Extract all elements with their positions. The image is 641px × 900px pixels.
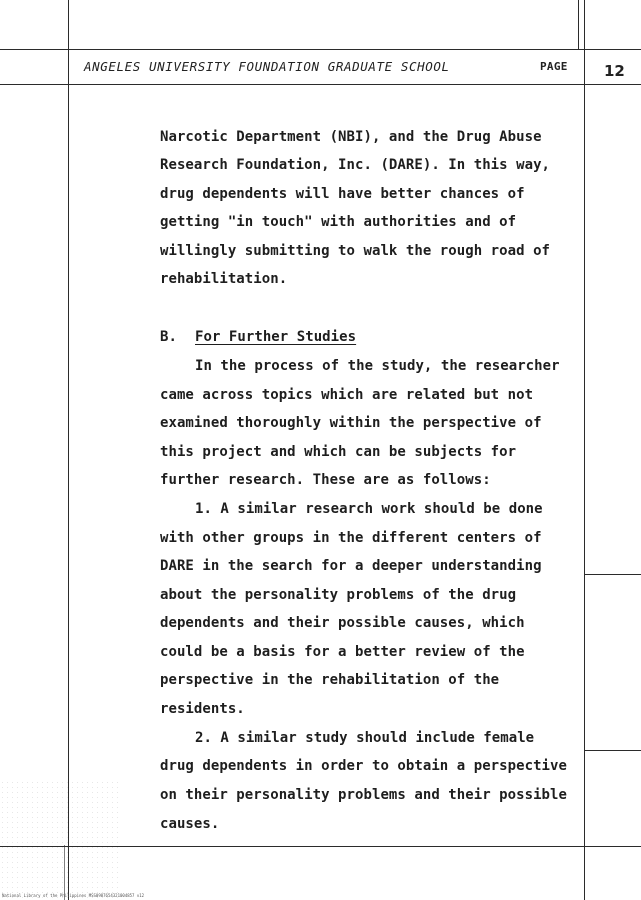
university-title: ANGELES UNIVERSITY FOUNDATION GRADUATE SCHOOL — [84, 59, 450, 74]
text-line: could be a basis for a better review of the — [160, 644, 525, 660]
text-line: drug dependents will have better chances of — [160, 186, 525, 202]
page-number: 12 — [604, 62, 625, 80]
right-margin-rule-top — [578, 0, 579, 50]
text-line: about the personality problems of the drug — [160, 587, 517, 603]
page-label: PAGE — [540, 60, 568, 73]
text-line: willingly submitting to walk the rough road of — [160, 243, 551, 259]
list-item-start: 2. A similar study should include female — [195, 730, 535, 746]
text-line: residents. — [160, 701, 245, 717]
text-line: on their personality problems and their possible — [160, 787, 567, 803]
page-header — [84, 59, 574, 79]
right-tick-rule-lower — [584, 750, 641, 751]
text-line: examined thoroughly within the perspective of — [160, 415, 542, 431]
section-letter: B. — [160, 329, 177, 345]
list-item-start: 1. A similar research work should be done — [195, 501, 543, 517]
text-line: perspective in the rehabilitation of the — [160, 672, 500, 688]
text-line: Research Foundation, Inc. (DARE). In this way, — [160, 157, 551, 173]
left-margin-rule — [68, 0, 69, 900]
archive-footer: National Library of the Philippines MSS0987654321004857 v12 — [2, 893, 145, 898]
right-tick-rule-upper — [584, 574, 641, 575]
text-line: dependents and their possible causes, which — [160, 615, 525, 631]
text-line: drug dependents in order to obtain a perspective — [160, 758, 567, 774]
text-line: DARE in the search for a deeper understanding — [160, 558, 542, 574]
text-line: In the process of the study, the researcher — [195, 358, 560, 374]
text-line: with other groups in the different centers of — [160, 530, 542, 546]
scan-speckle — [0, 780, 120, 900]
header-bottom-rule — [0, 84, 641, 85]
text-line: this project and which can be subjects for — [160, 444, 517, 460]
right-margin-rule — [584, 0, 585, 900]
section-heading: For Further Studies — [195, 329, 357, 345]
text-line: Narcotic Department (NBI), and the Drug Abuse — [160, 129, 542, 145]
text-line: causes. — [160, 816, 220, 832]
text-line: getting "in touch" with authorities and of — [160, 214, 517, 230]
text-line: came across topics which are related but not — [160, 387, 534, 403]
header-top-rule — [0, 49, 641, 50]
text-line: further research. These are as follows: — [160, 472, 491, 488]
text-line: rehabilitation. — [160, 271, 288, 287]
